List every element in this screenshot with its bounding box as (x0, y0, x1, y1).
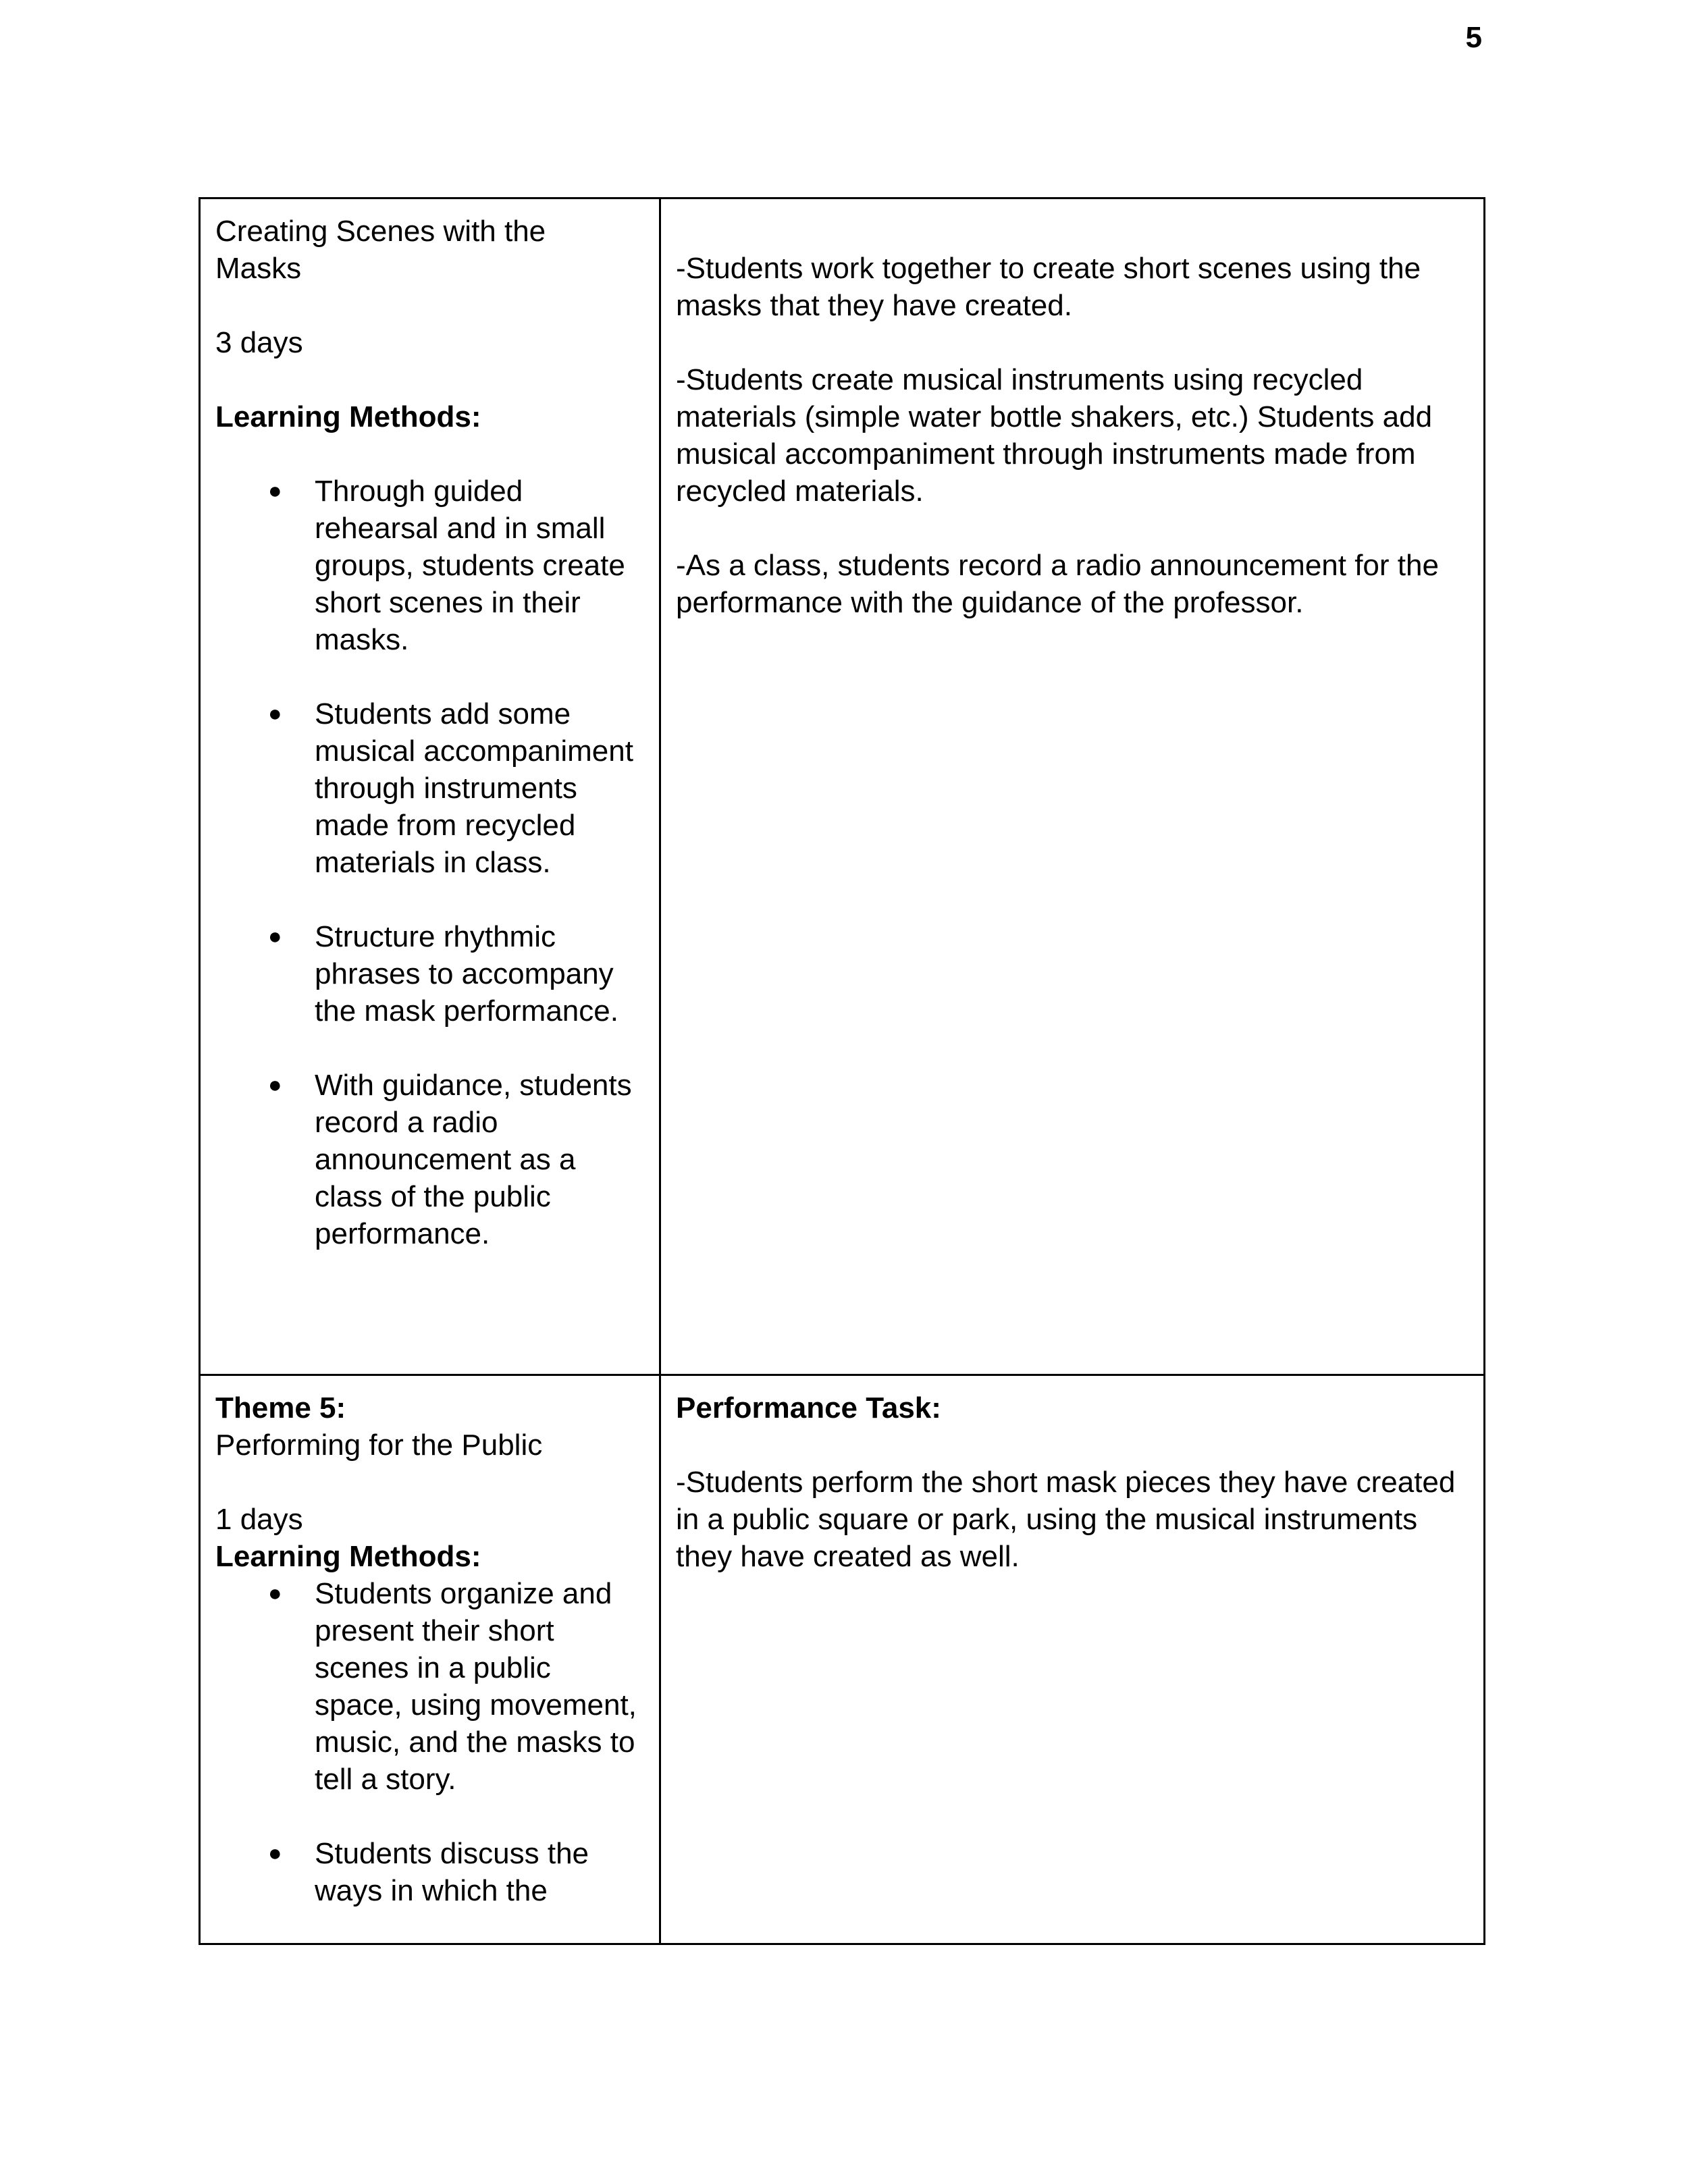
learning-methods-list (215, 473, 644, 1252)
list-item: ● With guidance, students record a radio announcement as a class of the public performance. (215, 1067, 644, 1252)
lesson-plan-table (199, 197, 1485, 1945)
page-number: 5 (1465, 21, 1482, 54)
list-item: ● Students organize and present their short scenes in a public space, using movement, music, and the masks to tell a story. (215, 1575, 644, 1798)
list-item: ● Through guided rehearsal and in small groups, students create short scenes in their masks. (215, 473, 644, 658)
learning-methods-heading: Learning Methods: (215, 1540, 481, 1573)
list-item: ● Structure rhythmic phrases to accompany the mask performance. (215, 918, 644, 1030)
unit-title-line-1: Creating Scenes with the (215, 215, 546, 248)
theme-label: Theme 5: (215, 1391, 346, 1424)
unit-duration: 3 days (215, 326, 303, 359)
table-row (200, 1375, 1485, 1944)
performance-task-heading: Performance Task: (676, 1391, 941, 1424)
unit-cell (200, 1375, 660, 1944)
unit-title-line-2: Masks (215, 252, 302, 285)
list-item: ● Students add some musical accompaniment through instruments made from recycled materials in class. (215, 695, 644, 881)
list-item: ● Students discuss the ways in which the (215, 1835, 644, 1909)
performance-task-cell (660, 1375, 1485, 1944)
activity-paragraph: -As a class, students record a radio announcement for the performance with the guidance of the professor. (676, 549, 1439, 619)
table-row (200, 198, 1485, 1375)
unit-title: Performing for the Public (215, 1429, 543, 1462)
learning-methods-heading: Learning Methods: (215, 400, 481, 433)
unit-duration: 1 days (215, 1503, 303, 1536)
activity-paragraph: -Students create musical instruments using recycled materials (simple water bottle shakers, etc.) Students add musical accompaniment through instruments made from recycled materials. (676, 363, 1433, 508)
activity-paragraph: -Students work together to create short scenes using the masks that they have created. (676, 252, 1421, 322)
performance-task-paragraph: -Students perform the short mask pieces they have created in a public square or park, using the musical instruments they have created as well. (676, 1466, 1456, 1573)
learning-methods-list (215, 1575, 644, 1909)
unit-cell (200, 198, 660, 1375)
activities-cell (660, 198, 1485, 1375)
